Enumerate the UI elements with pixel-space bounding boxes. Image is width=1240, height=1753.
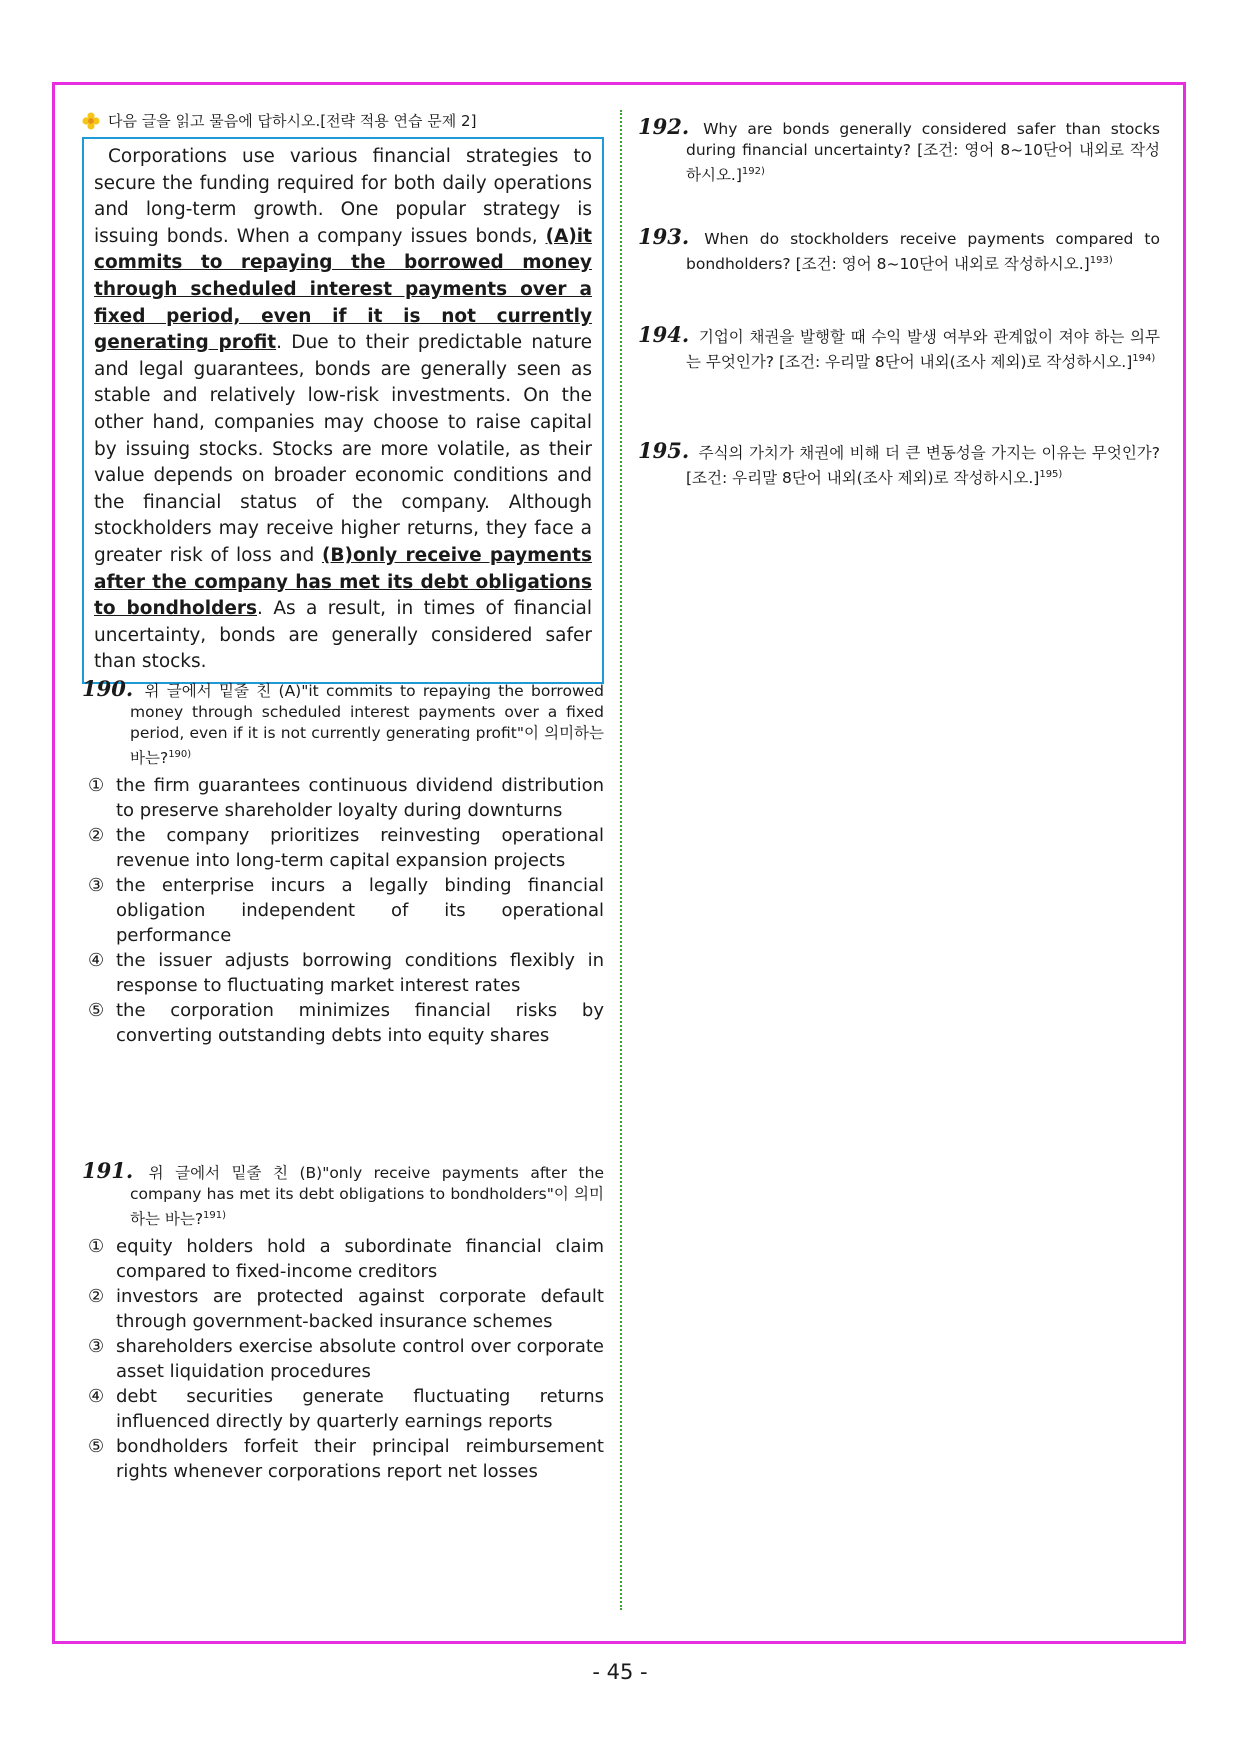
question-191 bbox=[82, 1160, 604, 1484]
answer-option[interactable]: ② investors are protected against corporate default through government-backed insurance schemes bbox=[88, 1286, 604, 1333]
answer-option[interactable]: ① equity holders hold a subordinate financial claim compared to fixed-income creditors bbox=[88, 1236, 604, 1283]
question-194 bbox=[638, 324, 1160, 373]
question-190 bbox=[82, 678, 604, 1048]
footnote-ref: 191) bbox=[203, 1210, 227, 1221]
question-number: 190. bbox=[82, 676, 134, 701]
passage-part-2: . Due to their predictable nature and legal guarantees, bonds are generally seen as stable and relatively low-risk investments. On the other hand, companies may choose to raise capital by issuing stocks. Stocks are more volatile, as their value depends on broader economic conditions and the financial status of the company. Although stockholders may receive higher returns, they face a greater risk of loss and bbox=[94, 332, 592, 566]
answer-option[interactable]: ④ debt securities generate fluctuating returns influenced directly by quarterly earnings reports bbox=[88, 1386, 604, 1433]
question-text: When do stockholders receive payments compared to bondholders? [조건: 영어 8~10단어 내외로 작성하시오.] bbox=[686, 230, 1160, 274]
answer-option[interactable]: ③ the enterprise incurs a legally binding financial obligation independent of its operational performance bbox=[88, 875, 604, 947]
question-193 bbox=[638, 226, 1160, 275]
instruction bbox=[82, 110, 604, 131]
answer-option[interactable]: ③ shareholders exercise absolute control over corporate asset liquidation procedures bbox=[88, 1336, 604, 1383]
passage-part-3: . As a result, in times of financial uncertainty, bonds are generally considered safer than stocks. bbox=[94, 598, 592, 673]
question-text: 위 글에서 밑줄 친 (A)"it commits to repaying the borrowed money through scheduled interest payments over a fixed period, even if it is not currently generating profit"이 의미하는 바는? bbox=[130, 682, 604, 768]
question-text: 위 글에서 밑줄 친 (B)"only receive payments after the company has met its debt obligations to bondholders"이 의미하는 바는? bbox=[130, 1164, 604, 1229]
answer-option[interactable]: ① the firm guarantees continuous dividend distribution to preserve shareholder loyalty during downturns bbox=[88, 775, 604, 822]
underlined-phrase-b: (B)only receive payments after the company has met its debt obligations to bondholders bbox=[94, 544, 592, 620]
footnote-ref: 192) bbox=[741, 166, 765, 177]
passage-part-1: Corporations use various financial strategies to secure the funding required for both daily operations and long-term growth. One popular strategy is issuing bonds. When a company issues bonds, bbox=[94, 146, 592, 247]
question-text: 기업이 채권을 발행할 때 수익 발생 여부와 관계없이 져야 하는 의무는 무엇인가? [조건: 우리말 8단어 내외(조사 제외)로 작성하시오.] bbox=[686, 328, 1160, 372]
question-number: 192. bbox=[638, 114, 690, 139]
question-number: 194. bbox=[638, 322, 690, 347]
question-number: 191. bbox=[82, 1158, 134, 1183]
left-column bbox=[82, 110, 604, 1483]
answer-option[interactable]: ⑤ the corporation minimizes financial risks by converting outstanding debts into equity shares bbox=[88, 1000, 604, 1047]
question-number: 195. bbox=[638, 438, 690, 463]
answer-option[interactable]: ④ the issuer adjusts borrowing conditions flexibly in response to fluctuating market interest rates bbox=[88, 950, 604, 997]
underlined-phrase-a: (A)it commits to repaying the borrowed money through scheduled interest payments over a fixed period, even if it is not currently generating profit bbox=[94, 225, 592, 354]
question-192 bbox=[638, 116, 1160, 186]
flower-icon bbox=[82, 112, 100, 130]
question-text: Why are bonds generally considered safer than stocks during financial uncertainty? [조건: 영어 8~10단어 내외로 작성하시오.] bbox=[686, 120, 1160, 185]
question-195 bbox=[638, 440, 1160, 489]
footnote-ref: 195) bbox=[1039, 469, 1063, 480]
answer-option[interactable]: ⑤ bondholders forfeit their principal reimbursement rights whenever corporations report net losses bbox=[88, 1436, 604, 1483]
answer-option[interactable]: ② the company prioritizes reinvesting operational revenue into long-term capital expansion projects bbox=[88, 825, 604, 872]
reading-passage bbox=[82, 137, 604, 684]
question-191-stem bbox=[82, 1160, 604, 1230]
question-text: 주식의 가치가 채권에 비해 더 큰 변동성을 가지는 이유는 무엇인가? [조건: 우리말 8단어 내외(조사 제외)로 작성하시오.] bbox=[686, 444, 1160, 488]
answer-options bbox=[82, 773, 604, 1048]
question-190-stem bbox=[82, 678, 604, 769]
answer-options bbox=[82, 1234, 604, 1484]
instruction-text: 다음 글을 읽고 물음에 답하시오.[전략 적용 연습 문제 2] bbox=[108, 112, 477, 130]
footnote-ref: 190) bbox=[168, 749, 192, 760]
column-divider bbox=[620, 110, 622, 1610]
page-number: - 45 - bbox=[592, 1660, 648, 1684]
footnote-ref: 193) bbox=[1089, 255, 1113, 266]
question-number: 193. bbox=[638, 224, 690, 249]
footnote-ref: 194) bbox=[1132, 353, 1156, 364]
